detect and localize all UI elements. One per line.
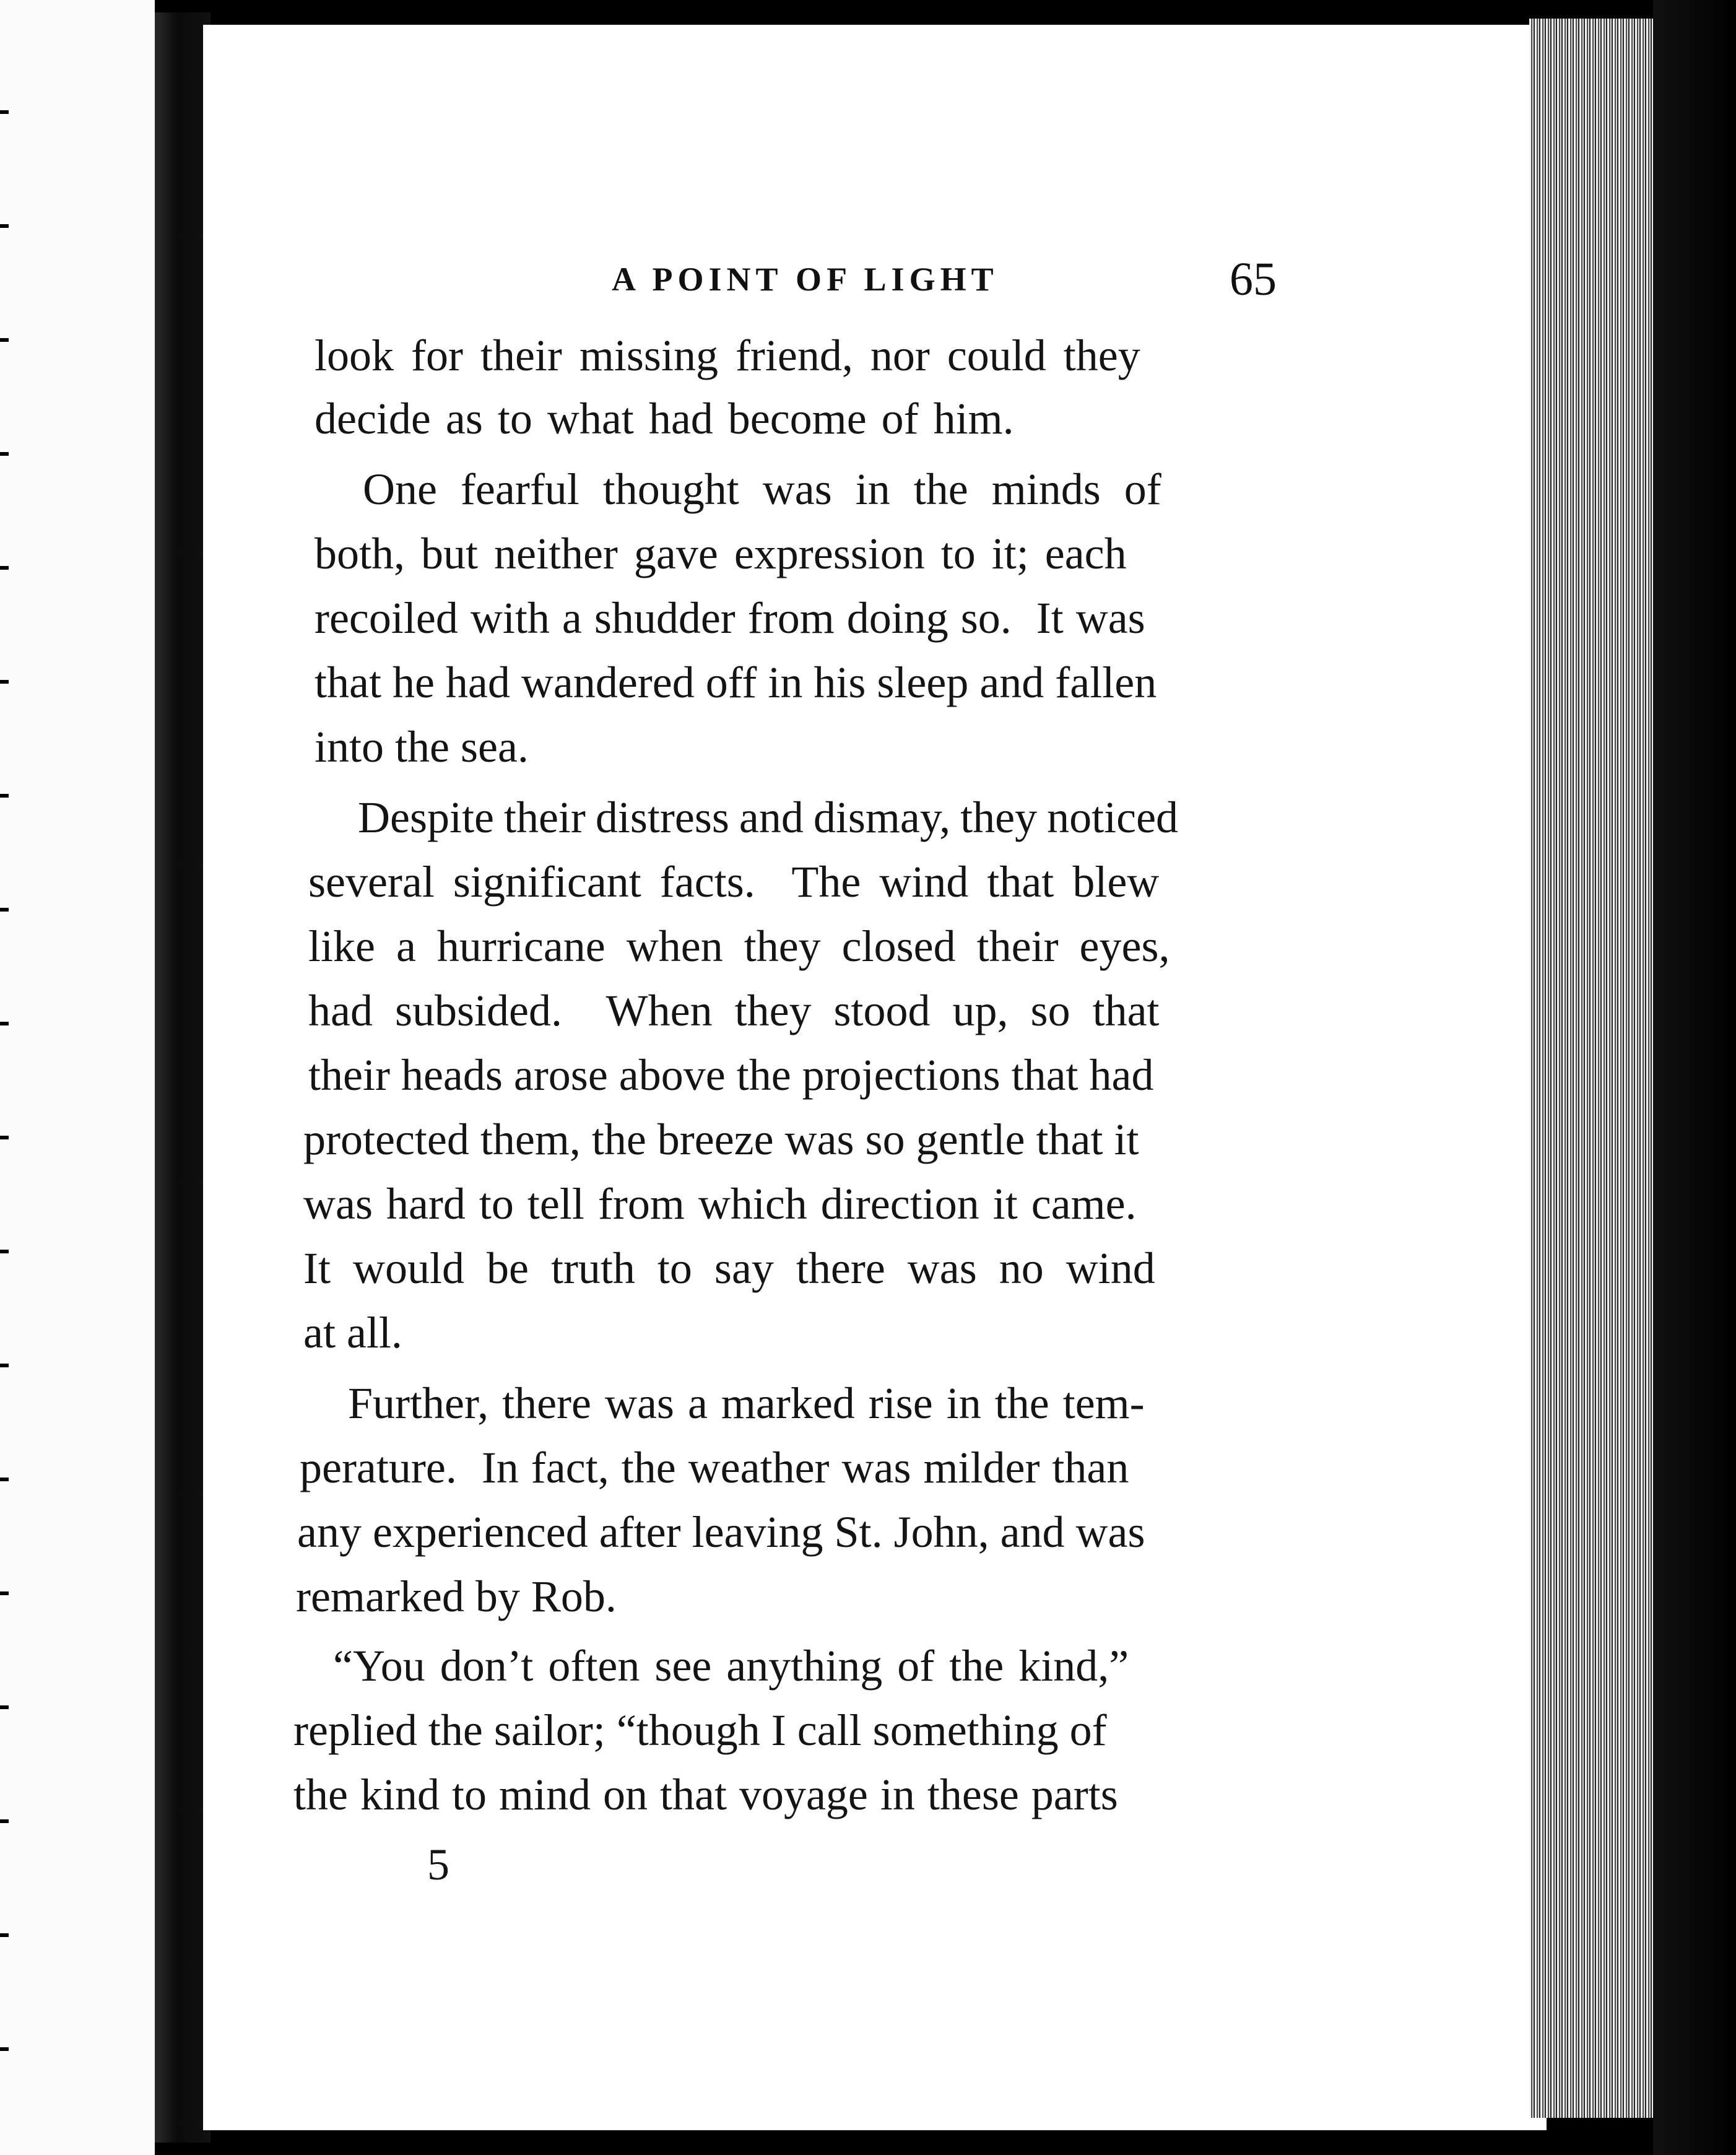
text-line: decide as to what had become of him.: [315, 394, 1014, 443]
text-line: any experienced after leaving St. John, and was: [297, 1507, 1145, 1557]
text-line: like a hurricane when they closed their eyes,: [308, 921, 1170, 971]
right-binding-shadow: [1653, 0, 1736, 2155]
page-edges-stack: [1529, 19, 1653, 2118]
text-line: recoiled with a shudder from doing so. It was: [315, 593, 1145, 643]
text-line: at all.: [303, 1308, 402, 1357]
left-facing-page-edge: [0, 0, 155, 2155]
text-line: the kind to mind on that voyage in these parts: [293, 1770, 1118, 1819]
text-line: had subsided. When they stood up, so that: [308, 986, 1160, 1035]
text-line: remarked by Rob.: [296, 1572, 617, 1621]
left-page-margin-ticks: [0, 0, 9, 2155]
text-line: replied the sailor; “though I call something of: [293, 1705, 1107, 1755]
book-gutter: [155, 12, 210, 2143]
text-line: look for their missing friend, nor could they: [315, 331, 1140, 380]
text-line: was hard to tell from which direction it came.: [303, 1179, 1137, 1229]
text-line: their heads arose above the projections that had: [308, 1050, 1154, 1100]
text-line: protected them, the breeze was so gentle that it: [303, 1115, 1139, 1164]
running-head: [203, 242, 1547, 310]
text-line: Further, there was a marked rise in the tem-: [348, 1378, 1145, 1428]
text-line: into the sea.: [315, 722, 529, 772]
signature-mark: 5: [427, 1840, 449, 1889]
text-line: It would be truth to say there was no wind: [303, 1243, 1155, 1293]
text-line: several significant facts. The wind that blew: [308, 857, 1160, 907]
page-number: 65: [1230, 253, 1277, 305]
text-line: One fearful thought was in the minds of: [363, 464, 1161, 514]
book-page: [203, 25, 1547, 2130]
text-line: both, but neither gave expression to it; each: [315, 529, 1127, 578]
text-line: “You don’t often see anything of the kind,”: [333, 1641, 1129, 1691]
text-line: Despite their distress and dismay, they noticed: [358, 793, 1179, 842]
text-line: that he had wandered off in his sleep and fallen: [315, 658, 1157, 707]
running-head-title: A POINT OF LIGHT: [612, 261, 999, 298]
text-line: perature. In fact, the weather was milder than: [300, 1443, 1129, 1492]
